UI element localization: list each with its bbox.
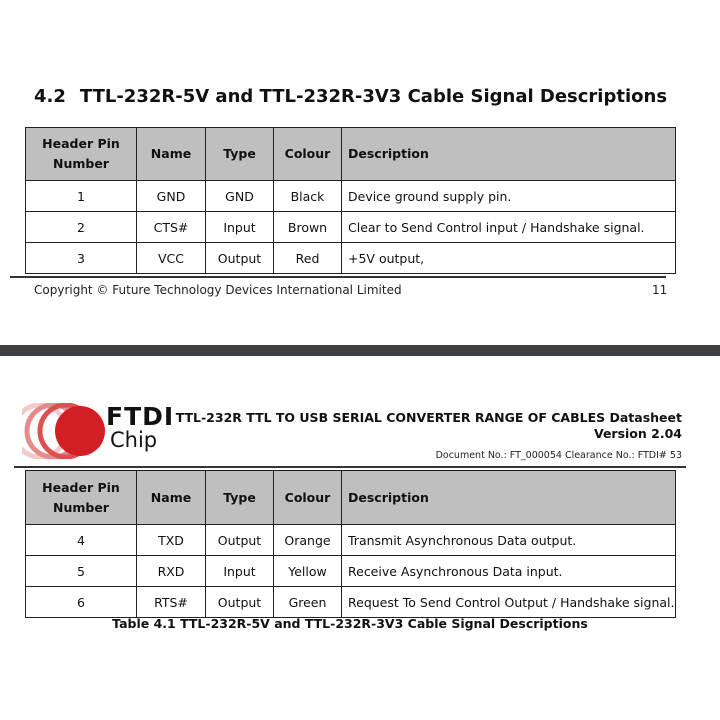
header-rule [14, 466, 686, 468]
cell-pin: 4 [26, 525, 137, 556]
cell-type: Input [206, 212, 274, 243]
section-heading [34, 86, 667, 107]
page-separator [0, 345, 720, 356]
datasheet-title [162, 410, 682, 442]
datasheet-title-text: TTL-232R TTL TO USB SERIAL CONVERTER RANGE OF CABLES Datasheet [175, 410, 682, 425]
cell-description: Device ground supply pin. [342, 181, 676, 212]
column-header-colour: Colour [274, 128, 342, 181]
cell-description: Clear to Send Control input / Handshake signal. [342, 212, 676, 243]
cell-colour: Black [274, 181, 342, 212]
cell-colour: Green [274, 587, 342, 618]
table-header-row [26, 128, 676, 181]
cell-name: GND [137, 181, 206, 212]
column-header-description: Description [342, 471, 676, 525]
cell-pin: 6 [26, 587, 137, 618]
cell-pin: 2 [26, 212, 137, 243]
table-row [26, 212, 676, 243]
datasheet-version: Version 2.04 [593, 426, 682, 441]
cell-name: RXD [137, 556, 206, 587]
document-info: Document No.: FT_000054 Clearance No.: FTDI# 53 [435, 450, 682, 461]
column-header-name: Name [137, 128, 206, 181]
cell-pin: 5 [26, 556, 137, 587]
cell-type: Output [206, 243, 274, 274]
cell-colour: Red [274, 243, 342, 274]
cell-type: Output [206, 525, 274, 556]
signal-table-pins-4-6 [25, 470, 676, 618]
logo-subword: Chip [110, 428, 158, 452]
column-header-description: Description [342, 128, 676, 181]
column-header-type: Type [206, 471, 274, 525]
footer-rule [10, 276, 666, 278]
page-number: 11 [652, 283, 668, 297]
column-header-pin: Header Pin Number [26, 128, 137, 181]
cell-type: Input [206, 556, 274, 587]
logo-disc [55, 406, 105, 456]
cell-description: Request To Send Control Output / Handshake signal. [342, 587, 676, 618]
cell-colour: Orange [274, 525, 342, 556]
cell-pin: 3 [26, 243, 137, 274]
cell-description: Transmit Asynchronous Data output. [342, 525, 676, 556]
cell-colour: Brown [274, 212, 342, 243]
column-header-name: Name [137, 471, 206, 525]
cell-type: GND [206, 181, 274, 212]
table-row [26, 243, 676, 274]
cell-name: RTS# [137, 587, 206, 618]
cell-name: CTS# [137, 212, 206, 243]
cell-type: Output [206, 587, 274, 618]
cell-colour: Yellow [274, 556, 342, 587]
logo-wordmark: FTDI [106, 402, 175, 431]
cell-pin: 1 [26, 181, 137, 212]
column-header-type: Type [206, 128, 274, 181]
cell-name: VCC [137, 243, 206, 274]
table-row [26, 181, 676, 212]
column-header-pin: Header Pin Number [26, 471, 137, 525]
table-header-row [26, 471, 676, 525]
table-row [26, 556, 676, 587]
column-header-colour: Colour [274, 471, 342, 525]
table-caption: Table 4.1 TTL-232R-5V and TTL-232R-3V3 Cable Signal Descriptions [112, 616, 588, 631]
table-row [26, 587, 676, 618]
section-number: 4.2 [34, 86, 66, 107]
section-title: TTL-232R-5V and TTL-232R-3V3 Cable Signal Descriptions [79, 86, 668, 107]
cell-description: Receive Asynchronous Data input. [342, 556, 676, 587]
cell-name: TXD [137, 525, 206, 556]
table-row [26, 525, 676, 556]
signal-table-pins-1-3 [25, 127, 676, 274]
copyright-text: Copyright © Future Technology Devices International Limited [34, 283, 402, 297]
cell-description: +5V output, [342, 243, 676, 274]
